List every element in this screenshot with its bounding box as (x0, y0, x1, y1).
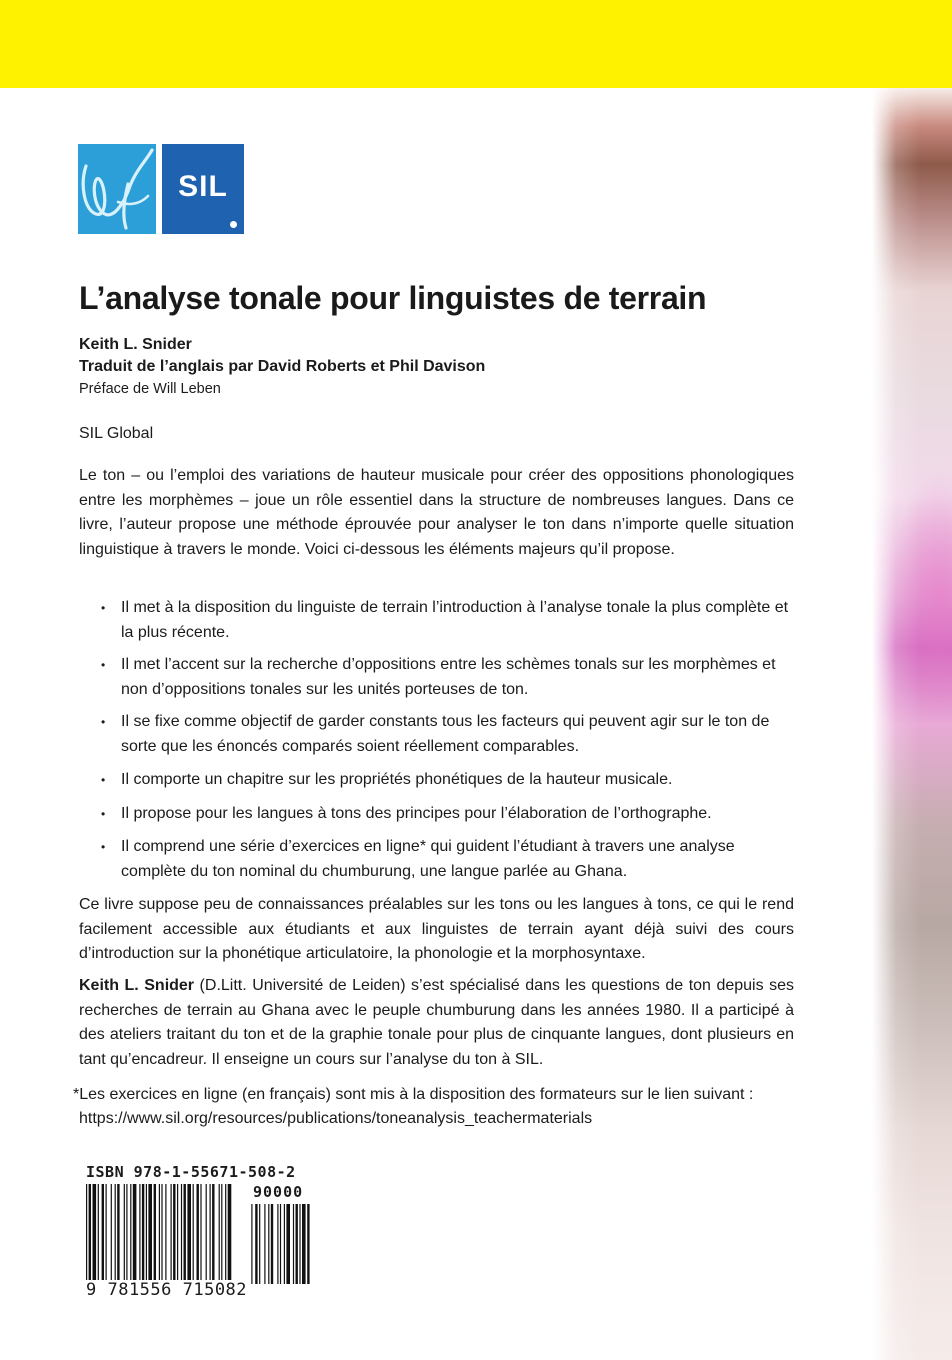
price-addon-code: 90000 (253, 1183, 304, 1201)
intro-paragraph: Le ton – ou l’emploi des variations de hauteur musicale pour créer des oppositions phonologiques entre les morphèmes – joue un rôle essentiel dans la structure de nombreuses langues. Dans ce livre, l’auteur propose une méthode éprouvée pour analyser le ton dans n’importe quelle situation linguistique à travers le monde. Voici ci-dessous les éléments majeurs qu’il propose. (79, 467, 794, 558)
author-bio-paragraph (79, 974, 794, 1072)
sil-logo (78, 144, 244, 234)
barcode-digits: 9 781556 715082 (86, 1280, 248, 1300)
publisher-name: SIL Global (79, 425, 154, 442)
feature-item: • Il se fixe comme objectif de garder constants tous les facteurs qui peuvent agir sur le ton de sorte que les énoncés comparés soient réellement comparables. (79, 710, 794, 759)
feature-item: • Il propose pour les langues à tons des principes pour l’élaboration de l’orthographe. (79, 802, 794, 827)
audience-paragraph: Ce livre suppose peu de connaissances préalables sur les tons ou les langues à tons, ce qui le rend facilement accessible aux étudiants et aux linguistes de terrain ayant déjà suivi des cours d’introduction sur la phonétique articulatoire, la phonologie et la morphosyntaxe. (79, 896, 794, 962)
isbn-label: ISBN 978-1-55671-508-2 (86, 1163, 296, 1181)
feature-list (79, 596, 794, 884)
isbn-barcode (84, 1184, 316, 1284)
bio-text: (D.Litt. Université de Leiden) s’est spécialisé dans les questions de ton depuis ses recherches de terrain au Ghana avec le peuple chumburung dans les années 1980. Il a participé à des ateliers traitant du ton et de la graphie tonale pour plus de cinquante langues, dont plusieurs en tant qu’encadreur. Il enseigne un cours sur l’analyse du ton à SIL. (79, 977, 795, 1068)
feature-item: • Il comporte un chapitre sur les propriétés phonétiques de la hauteur musicale. (79, 768, 794, 793)
registered-mark-icon (230, 221, 237, 228)
book-title: L’analyse tonale pour linguistes de terrain (79, 280, 707, 316)
author-name: Keith L. Snider (79, 336, 192, 353)
translator-credit: Traduit de l’anglais par David Roberts et Phil Davison (79, 358, 486, 375)
footnote-link[interactable]: https://www.sil.org/resources/publications/toneanalysis_teachermaterials (79, 1110, 593, 1127)
top-yellow-band (0, 0, 952, 88)
feature-item: • Il met l’accent sur la recherche d’oppositions entre les schèmes tonals sur les morphèmes et non d’oppositions tonales sur les unités porteuses de ton. (79, 653, 794, 702)
swirl-icon (78, 144, 156, 234)
feature-item: • Il met à la disposition du linguiste de terrain l’introduction à l’analyse tonale la plus complète et la plus récente. (79, 596, 794, 645)
bio-author-name: Keith L. Snider (79, 977, 195, 994)
preface-credit: Préface de Will Leben (79, 381, 221, 397)
sil-logo-text: SIL (178, 170, 228, 203)
sil-logo-swirl-panel (78, 144, 156, 234)
footnote-text: *Les exercices en ligne (en français) sont mis à la disposition des formateurs sur le lien suivant : (73, 1086, 754, 1103)
spine-edge-strip (872, 88, 952, 1360)
feature-item: • Il comprend une série d’exercices en ligne* qui guident l’étudiant à travers une analyse complète du ton nominal du chumburung, une langue parlée au Ghana. (79, 835, 794, 884)
